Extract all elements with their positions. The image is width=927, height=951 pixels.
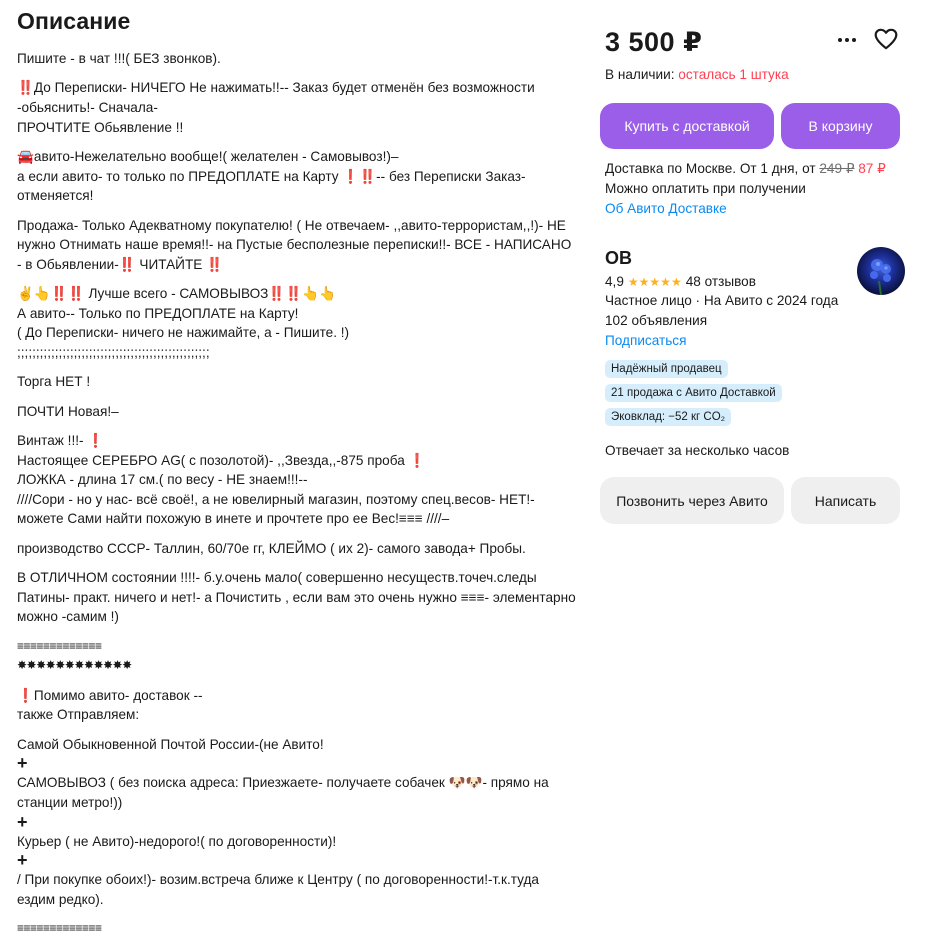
description-paragraph: ✌️👆‼️‼️ Лучше всего - САМОВЫВОЗ‼️‼️👆👆 А авито-- Только по ПРЕДОПЛАТЕ на Карту! ( До Переписки- ничего не нажимайте, а - Пишите. !) ;;;;;;;;;;;;;;;;;;;;;;;;;;;;;;;;;;;;;;;;;;;;;;;;;;; <box>17 286 350 360</box>
seller-badge[interactable]: 21 продажа с Авито Доставкой <box>605 384 782 402</box>
reviews-link[interactable]: 48 отзывов <box>685 274 756 289</box>
favorite-heart-icon[interactable] <box>873 26 899 52</box>
seller-type: Частное лицо · На Авито с 2024 года <box>605 293 839 308</box>
description-paragraph: / При покупке обоих!)- возим.встреча ближе к Центру ( по договоренности!-т.к.туда ездим редко). <box>17 872 543 907</box>
subscribe-link[interactable]: Подписаться <box>605 333 687 348</box>
description-paragraph: Винтаж !!!- ❗️ Настоящее СЕРЕБРО AG( с позолотой)- ,,Звезда,,-875 проба ❗️ ЛОЖКА - длина 17 см.( по весу - НЕ знаем!!!-- ////Сори - но у нас- всё своё!, а не ювелирный магазин, поэтому спец.весов- НЕТ!- можете Сами найти похожую в инете и прочтете про ее Вес!≡≡≡ ////– <box>17 433 535 527</box>
rating-stars-icon: ★★★★★ <box>627 275 682 289</box>
plus-sign: + <box>17 753 28 774</box>
delivery-old-price: 249 ₽ <box>819 161 855 176</box>
seller-card <box>605 247 905 461</box>
description-separator: ≡≡≡≡≡≡≡≡≡≡≡≡≡ <box>17 921 102 936</box>
description-body <box>17 49 580 939</box>
seller-badge[interactable]: Надёжный продавец <box>605 360 728 378</box>
pay-on-receipt: Можно оплатить при получении <box>605 181 806 196</box>
delivery-info <box>605 159 905 219</box>
description-title: Описание <box>17 8 131 34</box>
plus-sign: + <box>17 811 28 832</box>
description-paragraph: производство СССР- Таллин, 60/70е гг, КЛЕЙМО ( их 2)- самого завода+ Пробы. <box>17 540 526 556</box>
stock-label: В наличии: <box>605 67 679 82</box>
description-paragraph: САМОВЫВОЗ ( без поиска адреса: Приезжаете- получаете собачек 🐶🐶- прямо на станции метро!)) <box>17 775 553 810</box>
delivery-text: Доставка по Москве. От 1 дня, от <box>605 161 820 176</box>
contact-buttons <box>600 477 900 524</box>
plus-sign: + <box>17 850 28 871</box>
stock-count: осталась 1 штука <box>678 67 789 82</box>
price: 3 500 ₽ <box>605 27 703 57</box>
seller-badges <box>605 359 905 431</box>
rating-value: 4,9 <box>605 274 624 289</box>
description-paragraph: Самой Обыкновенной Почтой России-(не Авито! <box>17 736 324 752</box>
description-paragraph: Пишите - в чат !!!( БЕЗ звонков). <box>17 51 221 66</box>
delivery-info-link[interactable]: Об Авито Доставке <box>605 201 727 216</box>
delivery-line <box>605 159 905 179</box>
avatar[interactable] <box>857 247 905 295</box>
description-paragraph: ❗️Помимо авито- доставок -- также Отправляем: <box>17 687 203 723</box>
description-paragraph: В ОТЛИЧНОМ состоянии !!!!- б.у.очень мало( совершенно несуществ.точеч.следы Патины- практ. ничего и нет!- а Почистить , если вам это очень нужно ≡≡≡- элементарно можно -самим !) <box>17 570 580 625</box>
delivery-new-price: 87 ₽ <box>858 161 886 176</box>
stock-status <box>605 66 789 84</box>
description-section <box>17 8 580 949</box>
description-paragraph: Курьер ( не Авито)-недорого!( по договоренности)! <box>17 833 337 849</box>
description-paragraph: ПОЧТИ Новая!– <box>17 403 119 419</box>
reply-time: Отвечает за несколько часов <box>605 443 790 458</box>
call-via-avito-button[interactable]: Позвонить через Авито <box>600 477 784 524</box>
seller-badge[interactable]: Эковклад: −52 кг CO₂ <box>605 408 731 426</box>
description-paragraph: Продажа- Только Адекватному покупателю! ( Не отвечаем- ,,авито-террористам,,!)- НЕ нужно Отнимать наше время!!- на Пустые бесполезные переписки!!- ВСЕ - НАПИСАНО - в Обьявлении-‼️ ЧИТАЙТЕ ‼️ <box>17 217 576 272</box>
description-separator: ≡≡≡≡≡≡≡≡≡≡≡≡≡ ✸✸✸✸✸✸✸✸✸✸✸✸ <box>17 638 132 673</box>
more-options-icon[interactable] <box>835 28 859 52</box>
add-to-cart-button[interactable]: В корзину <box>781 103 900 149</box>
description-paragraph: Торга НЕТ ! <box>17 374 91 390</box>
avatar-flower-icon <box>857 247 905 295</box>
seller-name[interactable]: ОВ <box>605 248 632 268</box>
description-paragraph: 🚘авито-Нежелательно вообще!( желателен - Самовывоз!)– а если авито- то только по ПРЕДОПЛАТЕ на Карту ❗️‼️-- без Переписки Заказ-отменяется! <box>17 148 526 204</box>
seller-ads-count[interactable]: 102 объявления <box>605 313 708 328</box>
purchase-buttons <box>600 103 900 149</box>
price-row <box>605 22 905 62</box>
write-message-button[interactable]: Написать <box>791 477 900 524</box>
buy-with-delivery-button[interactable]: Купить с доставкой <box>600 103 774 149</box>
description-paragraph: ‼️До Переписки- НИЧЕГО Не нажимать!!-- Заказ будет отменён без возможности -обьяснить!- Сначала- ПРОЧТИТЕ Обьявление !! <box>17 80 535 135</box>
